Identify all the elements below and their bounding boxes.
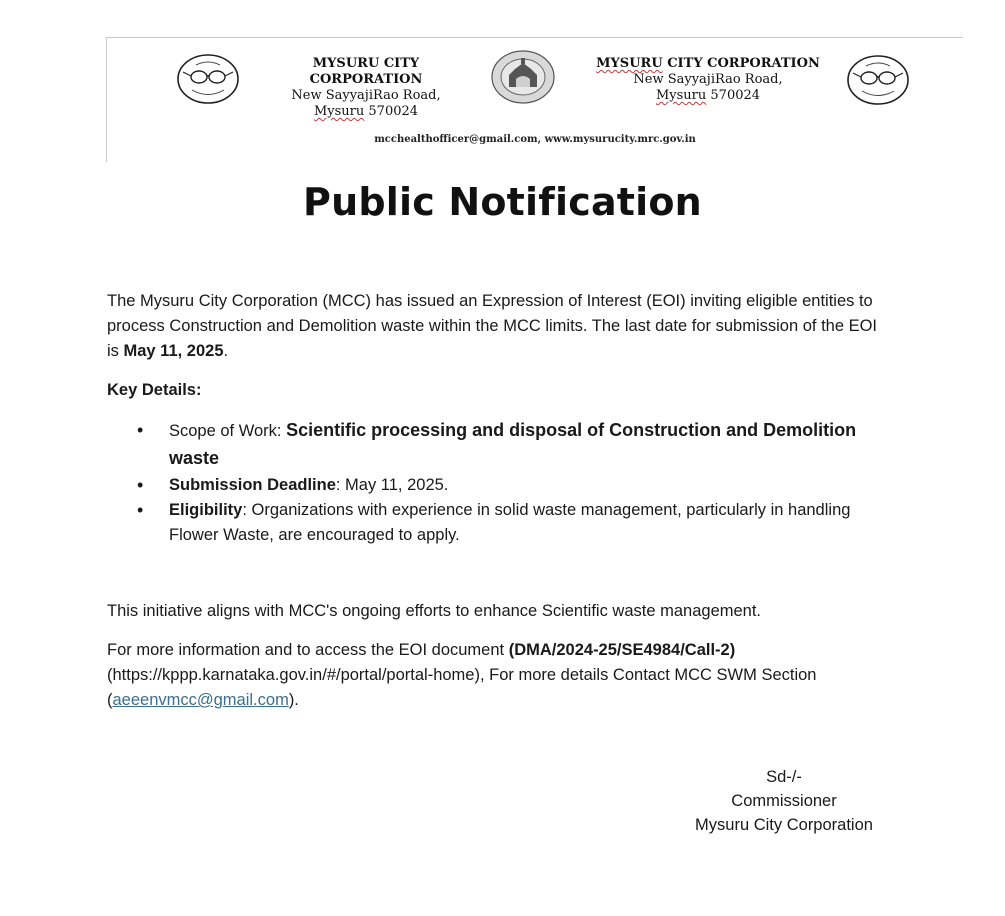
deadline-label: Submission Deadline [169, 476, 336, 494]
contact-email-link[interactable]: aeeenvmcc@gmail.com [112, 691, 289, 709]
list-item-eligibility [137, 498, 857, 548]
mysuru-city-corporation-seal [490, 49, 556, 105]
key-details-list [137, 417, 857, 548]
list-item-scope [137, 417, 857, 473]
header-frame-top-line [107, 37, 963, 38]
swachh-bharat-logo-left [176, 53, 240, 105]
intro-text: The Mysuru City Corporation (MCC) has issued an Expression of Interest (EOI) inviting eligible entities to process Construction and Demolition waste within the MCC limits. The last date for submission of the EOI is [107, 292, 878, 360]
initiative-paragraph: This initiative aligns with MCC's ongoing efforts to enhance Scientific waste management. [107, 602, 762, 620]
org-name-line1: MYSURU CITY [312, 56, 420, 71]
swachh-bharat-logo-right [846, 54, 910, 106]
header-address-right [588, 56, 828, 104]
org-name-word1: MYSURU [596, 56, 663, 71]
more-info-text3: ). [288, 691, 299, 709]
org-name-line2: CORPORATION [309, 72, 423, 87]
more-info-text1: For more information and to access the EOI document [107, 641, 509, 659]
signature-block [664, 765, 904, 837]
address-line1: New SayyajiRao Road, [291, 88, 441, 103]
list-item-deadline [137, 473, 857, 498]
more-info-text2: (https://kppp.karnataka.gov.in/#/portal/portal-home), For more details Contact MCC SWM Section ( [107, 666, 817, 709]
deadline-value: : May 11, 2025. [335, 476, 449, 494]
signature-title: Commissioner [731, 792, 837, 810]
signature-line1: Sd-/- [766, 768, 802, 786]
intro-date: May 11, 2025 [123, 342, 224, 360]
eligibility-value: : Organizations with experience in solid waste management, particularly in handling Flower Waste, are encouraged to apply. [169, 501, 851, 544]
intro-end: . [223, 342, 229, 360]
scope-label: Scope of Work: [169, 422, 287, 440]
address-line2 [276, 104, 456, 120]
eoi-document-reference: (DMA/2024-25/SE4984/Call-2) [508, 641, 736, 659]
address-line2 [588, 88, 828, 104]
address-pin: 570024 [706, 88, 761, 103]
scope-value: Scientific processing and disposal of Construction and Demolition waste [169, 420, 857, 468]
header-contact-line: mcchealthofficer@gmail.com, www.mysurucity.mrc.gov.in [374, 134, 696, 145]
page-title: Public Notification [303, 180, 702, 224]
eligibility-label: Eligibility [169, 501, 243, 519]
signature-organization: Mysuru City Corporation [695, 816, 873, 834]
address-line1: New SayyajiRao Road, [633, 72, 783, 87]
org-name-rest: CITY CORPORATION [662, 56, 820, 71]
header-frame-left-line [106, 37, 107, 162]
header-address-left [276, 56, 456, 120]
org-name [588, 56, 828, 72]
key-details-heading: Key Details: [107, 381, 202, 399]
address-city: Mysuru [655, 88, 707, 103]
address-pin: 570024 [364, 104, 419, 119]
more-info-paragraph [107, 638, 887, 713]
intro-paragraph [107, 289, 887, 364]
address-city: Mysuru [313, 104, 365, 119]
